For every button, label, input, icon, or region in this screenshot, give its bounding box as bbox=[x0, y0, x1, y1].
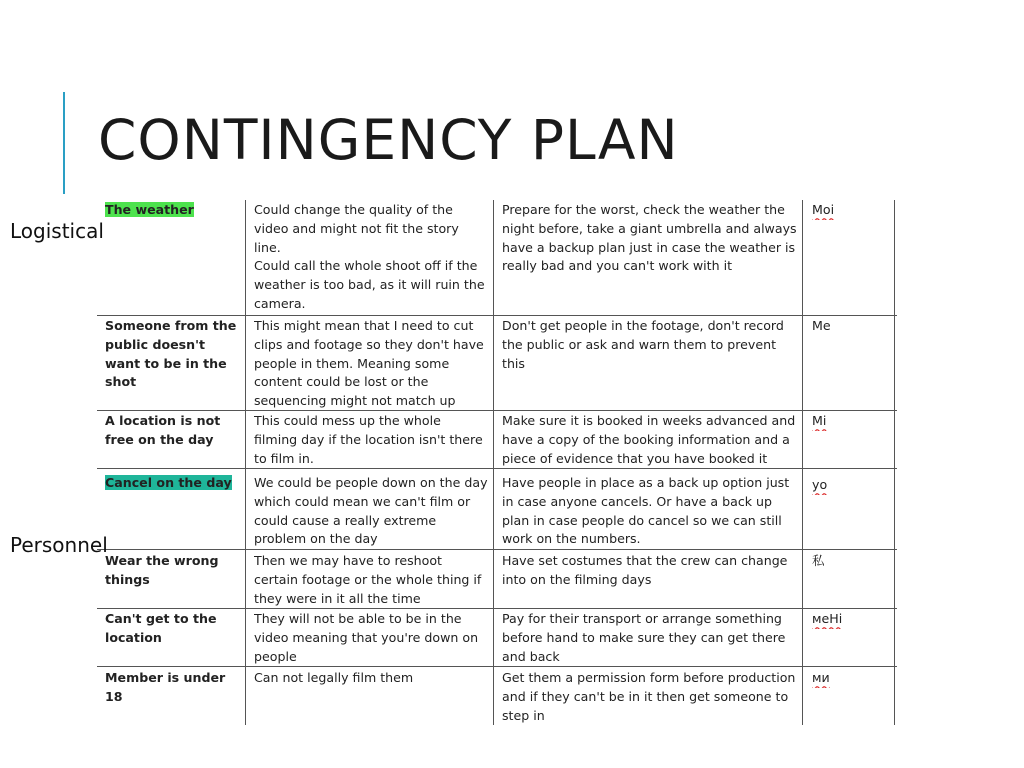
table-column-divider bbox=[245, 200, 246, 725]
table-row-divider bbox=[97, 608, 897, 609]
table-row-mitigation: Make sure it is booked in weeks advanced and have a copy of the booking information and a piece of evidence that you have booked it bbox=[502, 413, 796, 466]
table-row-risk: Member is under 18 bbox=[105, 670, 226, 704]
table-row-mitigation: Don't get people in the footage, don't record the public or ask and warn them to prevent this bbox=[502, 318, 784, 371]
table-column-divider bbox=[894, 200, 895, 725]
table-row-mitigation: Have people in place as a back up option just in case anyone cancels. Or have a back up plan in case people do cancel so we can still work on the numbers. bbox=[502, 475, 790, 547]
table-row-mitigation: Have set costumes that the crew can change into on the filming days bbox=[502, 553, 788, 587]
table-row-impact: This might mean that I need to cut clips and footage so they don't have people in them. Meaning some content could be lost or the sequencing might not match up bbox=[254, 318, 484, 409]
table-row-risk bbox=[105, 201, 241, 220]
section-label-personnel: Personnel bbox=[10, 533, 108, 557]
table-row-owner: меНі bbox=[812, 611, 843, 626]
table-row-risk bbox=[105, 474, 241, 493]
table-row-mitigation: Get them a permission form before production and if they can't be in it then get someone to step in bbox=[502, 670, 796, 723]
table-row-risk: Someone from the public doesn't want to be in the shot bbox=[105, 318, 237, 390]
slide-title: CONTINGENCY PLAN bbox=[98, 108, 679, 172]
table-row-impact: This could mess up the whole filming day if the location isn't there to film in. bbox=[254, 413, 483, 466]
table-row-owner: yo bbox=[812, 477, 828, 492]
table-row-risk: Wear the wrong things bbox=[105, 553, 219, 587]
table-row-owner: 私 bbox=[812, 553, 825, 568]
title-accent-bar bbox=[63, 92, 65, 194]
table-row-impact: They will not be able to be in the video meaning that you're down on people bbox=[254, 611, 479, 664]
contingency-table bbox=[97, 200, 897, 725]
table-row-owner: ми bbox=[812, 670, 830, 685]
table-row-impact: Could change the quality of the video and might not fit the story line. Could call the whole shoot off if the weather is too bad, as it will ruin the camera. bbox=[254, 202, 485, 311]
table-row-owner: Mi bbox=[812, 413, 827, 428]
section-label-logistical: Logistical bbox=[10, 219, 104, 243]
table-row-owner: Moi bbox=[812, 202, 835, 217]
table-row-risk: Can't get to the location bbox=[105, 611, 217, 645]
table-column-divider bbox=[802, 200, 803, 725]
table-row-mitigation: Pay for their transport or arrange something before hand to make sure they can get there and back bbox=[502, 611, 786, 664]
highlighted-risk-text: The weather bbox=[105, 202, 194, 217]
table-row-impact: Then we may have to reshoot certain footage or the whole thing if they were in it all the time bbox=[254, 553, 482, 606]
table-row-mitigation: Prepare for the worst, check the weather the night before, take a giant umbrella and always have a backup plan just in case the weather is really bad and you can't work with it bbox=[502, 202, 797, 274]
table-row-divider bbox=[97, 315, 897, 316]
table-row-risk: A location is not free on the day bbox=[105, 413, 221, 447]
table-row-owner: Me bbox=[812, 318, 831, 333]
table-row-divider bbox=[97, 410, 897, 411]
table-row-impact: We could be people down on the day which could mean we can't film or could cause a really extreme problem on the day bbox=[254, 475, 488, 547]
highlighted-risk-text: Cancel on the day bbox=[105, 475, 232, 490]
table-row-impact: Can not legally film them bbox=[254, 670, 414, 685]
table-column-divider bbox=[493, 200, 494, 725]
